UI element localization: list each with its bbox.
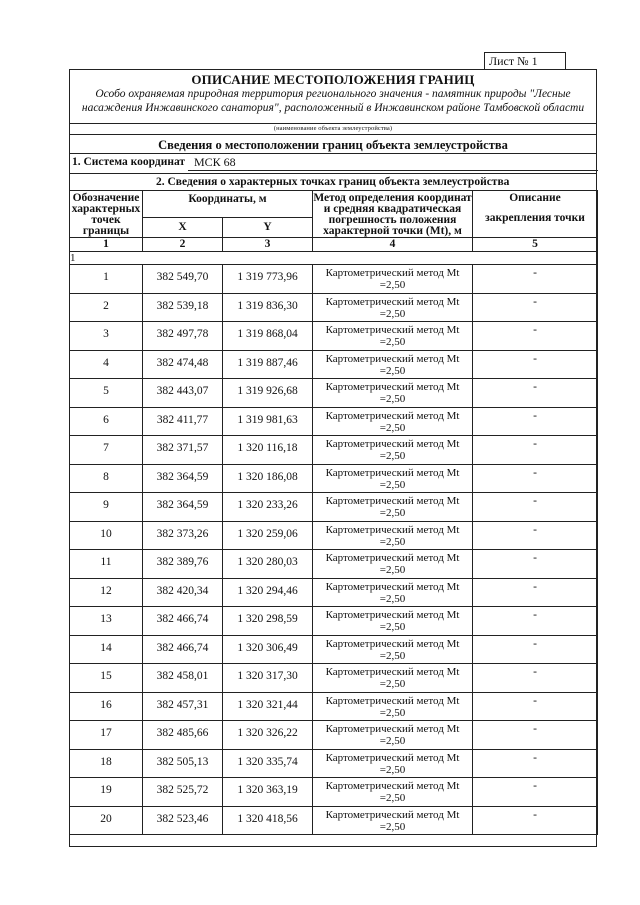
contour-group-label: 1 xyxy=(70,252,598,265)
header-method: Метод определения координат и средняя квадратическая погрешность положения характерной точки (Mt), м xyxy=(313,192,472,237)
x-coordinate-cell: 382 420,34 xyxy=(143,578,223,607)
header-description-top: Описание xyxy=(509,192,561,204)
x-coordinate-cell: 382 364,59 xyxy=(143,493,223,522)
divider xyxy=(70,134,596,135)
header-x: X xyxy=(143,217,223,237)
header-point-designation: Обозначение характерных точек границы xyxy=(70,191,143,238)
description-cell: - xyxy=(473,521,598,550)
method-cell: Картометрический метод Mt =2,50 xyxy=(313,493,473,522)
x-coordinate-cell: 382 466,74 xyxy=(143,607,223,636)
y-coordinate-cell: 1 319 868,04 xyxy=(223,322,313,351)
description-cell: - xyxy=(473,607,598,636)
y-coordinate-cell: 1 320 280,03 xyxy=(223,550,313,579)
table-row xyxy=(70,293,598,322)
point-number-cell: 4 xyxy=(70,350,143,379)
method-cell: Картометрический метод Mt =2,50 xyxy=(313,379,473,408)
description-cell: - xyxy=(473,635,598,664)
method-cell: Картометрический метод Mt =2,50 xyxy=(313,692,473,721)
x-coordinate-cell: 382 525,72 xyxy=(143,778,223,807)
description-cell: - xyxy=(473,379,598,408)
x-coordinate-cell: 382 443,07 xyxy=(143,379,223,408)
point-number-cell: 11 xyxy=(70,550,143,579)
header-coordinates: Координаты, м xyxy=(143,191,313,218)
divider xyxy=(70,173,596,174)
table-row xyxy=(70,749,598,778)
section-title-points: 2. Сведения о характерных точках границ объекта землеустройства xyxy=(156,176,510,188)
description-cell: - xyxy=(473,550,598,579)
point-number-cell: 3 xyxy=(70,322,143,351)
description-cell: - xyxy=(473,464,598,493)
y-coordinate-cell: 1 319 981,63 xyxy=(223,407,313,436)
table-row xyxy=(70,379,598,408)
x-coordinate-cell: 382 539,18 xyxy=(143,293,223,322)
table-row xyxy=(70,493,598,522)
y-coordinate-cell: 1 320 116,18 xyxy=(223,436,313,465)
point-number-cell: 7 xyxy=(70,436,143,465)
description-cell: - xyxy=(473,350,598,379)
y-coordinate-cell: 1 320 363,19 xyxy=(223,778,313,807)
table-row xyxy=(70,778,598,807)
point-number-cell: 15 xyxy=(70,664,143,693)
sheet-number: Лист № 1 xyxy=(484,52,566,69)
description-cell: - xyxy=(473,806,598,835)
method-cell: Картометрический метод Mt =2,50 xyxy=(313,407,473,436)
table-row xyxy=(70,635,598,664)
y-coordinate-cell: 1 320 186,08 xyxy=(223,464,313,493)
method-cell: Картометрический метод Mt =2,50 xyxy=(313,464,473,493)
x-coordinate-cell: 382 466,74 xyxy=(143,635,223,664)
y-coordinate-cell: 1 320 294,46 xyxy=(223,578,313,607)
description-cell: - xyxy=(473,265,598,294)
table-row xyxy=(70,806,598,835)
description-cell: - xyxy=(473,436,598,465)
method-cell: Картометрический метод Mt =2,50 xyxy=(313,607,473,636)
point-number-cell: 12 xyxy=(70,578,143,607)
y-coordinate-cell: 1 320 317,30 xyxy=(223,664,313,693)
section-title-boundaries: Сведения о местоположении границ объекта землеустройства xyxy=(158,138,508,152)
x-coordinate-cell: 382 549,70 xyxy=(143,265,223,294)
x-coordinate-cell: 382 373,26 xyxy=(143,521,223,550)
point-number-cell: 1 xyxy=(70,265,143,294)
method-cell: Картометрический метод Mt =2,50 xyxy=(313,293,473,322)
y-coordinate-cell: 1 320 326,22 xyxy=(223,721,313,750)
x-coordinate-cell: 382 497,78 xyxy=(143,322,223,351)
point-number-cell: 9 xyxy=(70,493,143,522)
header-y: Y xyxy=(223,217,313,237)
y-coordinate-cell: 1 319 887,46 xyxy=(223,350,313,379)
method-cell: Картометрический метод Mt =2,50 xyxy=(313,436,473,465)
column-number: 1 xyxy=(70,238,143,252)
divider xyxy=(70,153,596,154)
description-cell: - xyxy=(473,578,598,607)
points-table xyxy=(69,190,598,835)
method-cell: Картометрический метод Mt =2,50 xyxy=(313,350,473,379)
description-cell: - xyxy=(473,293,598,322)
table-row xyxy=(70,607,598,636)
coordinate-system-value: МСК 68 xyxy=(194,155,236,169)
y-coordinate-cell: 1 320 321,44 xyxy=(223,692,313,721)
y-coordinate-cell: 1 320 233,26 xyxy=(223,493,313,522)
point-number-cell: 8 xyxy=(70,464,143,493)
y-coordinate-cell: 1 319 836,30 xyxy=(223,293,313,322)
description-cell: - xyxy=(473,721,598,750)
method-cell: Картометрический метод Mt =2,50 xyxy=(313,806,473,835)
table-row xyxy=(70,350,598,379)
method-cell: Картометрический метод Mt =2,50 xyxy=(313,664,473,693)
description-cell: - xyxy=(473,322,598,351)
x-coordinate-cell: 382 364,59 xyxy=(143,464,223,493)
coordinate-system-underline xyxy=(188,170,598,171)
column-number: 2 xyxy=(143,238,223,252)
point-number-cell: 5 xyxy=(70,379,143,408)
y-coordinate-cell: 1 319 773,96 xyxy=(223,265,313,294)
table-row xyxy=(70,721,598,750)
description-cell: - xyxy=(473,493,598,522)
document-frame xyxy=(69,69,597,847)
point-number-cell: 16 xyxy=(70,692,143,721)
description-cell: - xyxy=(473,692,598,721)
point-number-cell: 19 xyxy=(70,778,143,807)
x-coordinate-cell: 382 389,76 xyxy=(143,550,223,579)
method-cell: Картометрический метод Mt =2,50 xyxy=(313,578,473,607)
x-coordinate-cell: 382 458,01 xyxy=(143,664,223,693)
point-number-cell: 2 xyxy=(70,293,143,322)
description-cell: - xyxy=(473,664,598,693)
table-row xyxy=(70,578,598,607)
table-row xyxy=(70,692,598,721)
x-coordinate-cell: 382 371,57 xyxy=(143,436,223,465)
object-name-caption: (наименование объекта землеустройства) xyxy=(273,125,393,132)
method-cell: Картометрический метод Mt =2,50 xyxy=(313,265,473,294)
column-number: 4 xyxy=(313,238,473,252)
y-coordinate-cell: 1 319 926,68 xyxy=(223,379,313,408)
table-row xyxy=(70,521,598,550)
divider xyxy=(70,123,596,124)
y-coordinate-cell: 1 320 306,49 xyxy=(223,635,313,664)
point-number-cell: 13 xyxy=(70,607,143,636)
method-cell: Картометрический метод Mt =2,50 xyxy=(313,721,473,750)
method-cell: Картометрический метод Mt =2,50 xyxy=(313,778,473,807)
column-number: 5 xyxy=(473,238,598,252)
x-coordinate-cell: 382 474,48 xyxy=(143,350,223,379)
point-number-cell: 20 xyxy=(70,806,143,835)
method-cell: Картометрический метод Mt =2,50 xyxy=(313,635,473,664)
x-coordinate-cell: 382 411,77 xyxy=(143,407,223,436)
table-row xyxy=(70,265,598,294)
x-coordinate-cell: 382 505,13 xyxy=(143,749,223,778)
document-title: ОПИСАНИЕ МЕСТОПОЛОЖЕНИЯ ГРАНИЦ xyxy=(191,72,475,87)
point-number-cell: 10 xyxy=(70,521,143,550)
table-row xyxy=(70,664,598,693)
point-number-cell: 17 xyxy=(70,721,143,750)
description-cell: - xyxy=(473,749,598,778)
method-cell: Картометрический метод Mt =2,50 xyxy=(313,749,473,778)
table-row xyxy=(70,322,598,351)
coordinate-system-label: 1. Система координат xyxy=(72,156,186,168)
point-number-cell: 18 xyxy=(70,749,143,778)
x-coordinate-cell: 382 523,46 xyxy=(143,806,223,835)
header-description xyxy=(473,191,598,238)
description-cell: - xyxy=(473,407,598,436)
method-cell: Картометрический метод Mt =2,50 xyxy=(313,550,473,579)
point-number-cell: 6 xyxy=(70,407,143,436)
point-number-cell: 14 xyxy=(70,635,143,664)
column-number: 3 xyxy=(223,238,313,252)
table-row xyxy=(70,550,598,579)
x-coordinate-cell: 382 485,66 xyxy=(143,721,223,750)
table-row xyxy=(70,436,598,465)
description-cell: - xyxy=(473,778,598,807)
x-coordinate-cell: 382 457,31 xyxy=(143,692,223,721)
header-description-bottom: закрепления точки xyxy=(485,212,585,224)
y-coordinate-cell: 1 320 418,56 xyxy=(223,806,313,835)
table-row xyxy=(70,464,598,493)
method-cell: Картометрический метод Mt =2,50 xyxy=(313,322,473,351)
method-cell: Картометрический метод Mt =2,50 xyxy=(313,521,473,550)
y-coordinate-cell: 1 320 259,06 xyxy=(223,521,313,550)
object-name: Особо охраняемая природная территория регионального значения - памятник природы "Лесные насаждения Инжавинского санатория", расположенный в Инжавинском районе Тамбовской области xyxy=(81,88,585,114)
y-coordinate-cell: 1 320 298,59 xyxy=(223,607,313,636)
y-coordinate-cell: 1 320 335,74 xyxy=(223,749,313,778)
table-row xyxy=(70,407,598,436)
